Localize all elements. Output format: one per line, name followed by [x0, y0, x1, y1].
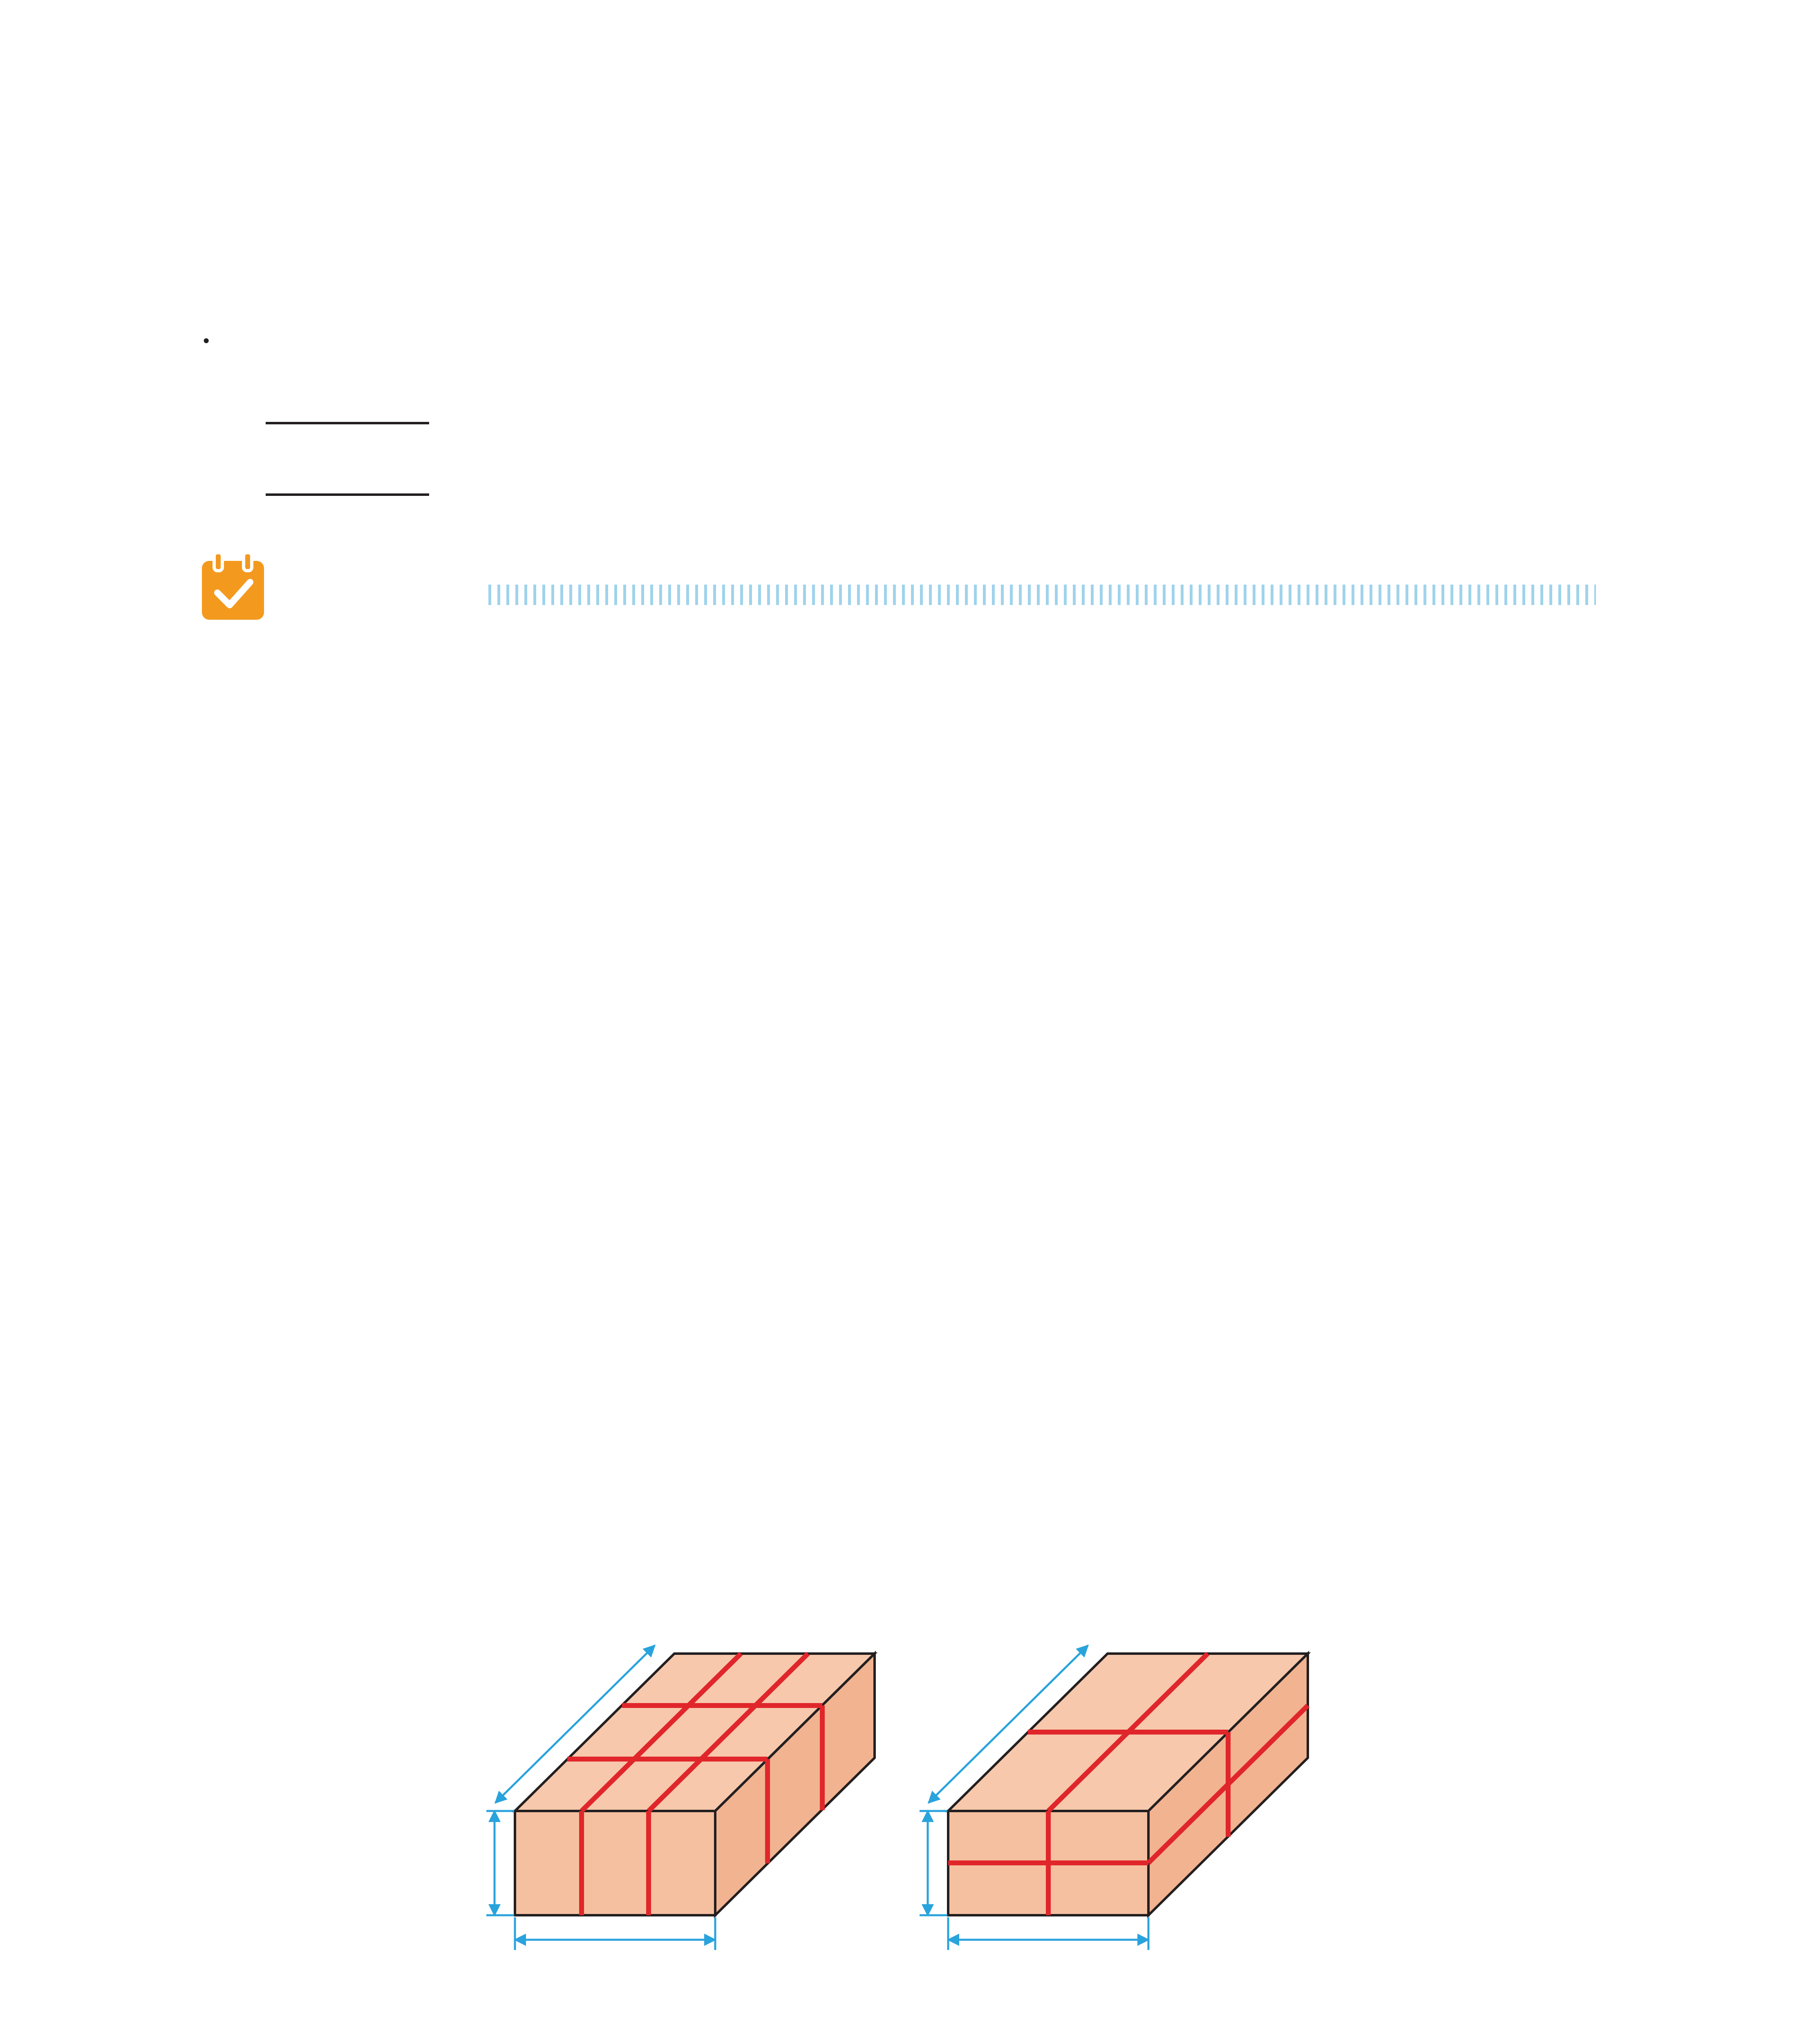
figure-3-10	[470, 1635, 1353, 2036]
exercise-3-heading: .	[200, 308, 236, 352]
calendar-check-icon	[200, 552, 266, 621]
exercise-3-item-2	[262, 456, 433, 502]
answer-blank-2[interactable]	[266, 456, 429, 496]
exercise-3-item-1	[262, 384, 433, 430]
box-1-front-face	[515, 1811, 715, 1915]
exercise-4-line-1	[166, 654, 177, 692]
chapter-header	[1210, 153, 1259, 191]
box-2-strapping-method	[920, 1645, 1308, 1950]
section-dotted-rule	[488, 585, 1596, 605]
box-1-strapping-method	[486, 1645, 875, 1950]
answer-blank-1[interactable]	[266, 384, 429, 424]
